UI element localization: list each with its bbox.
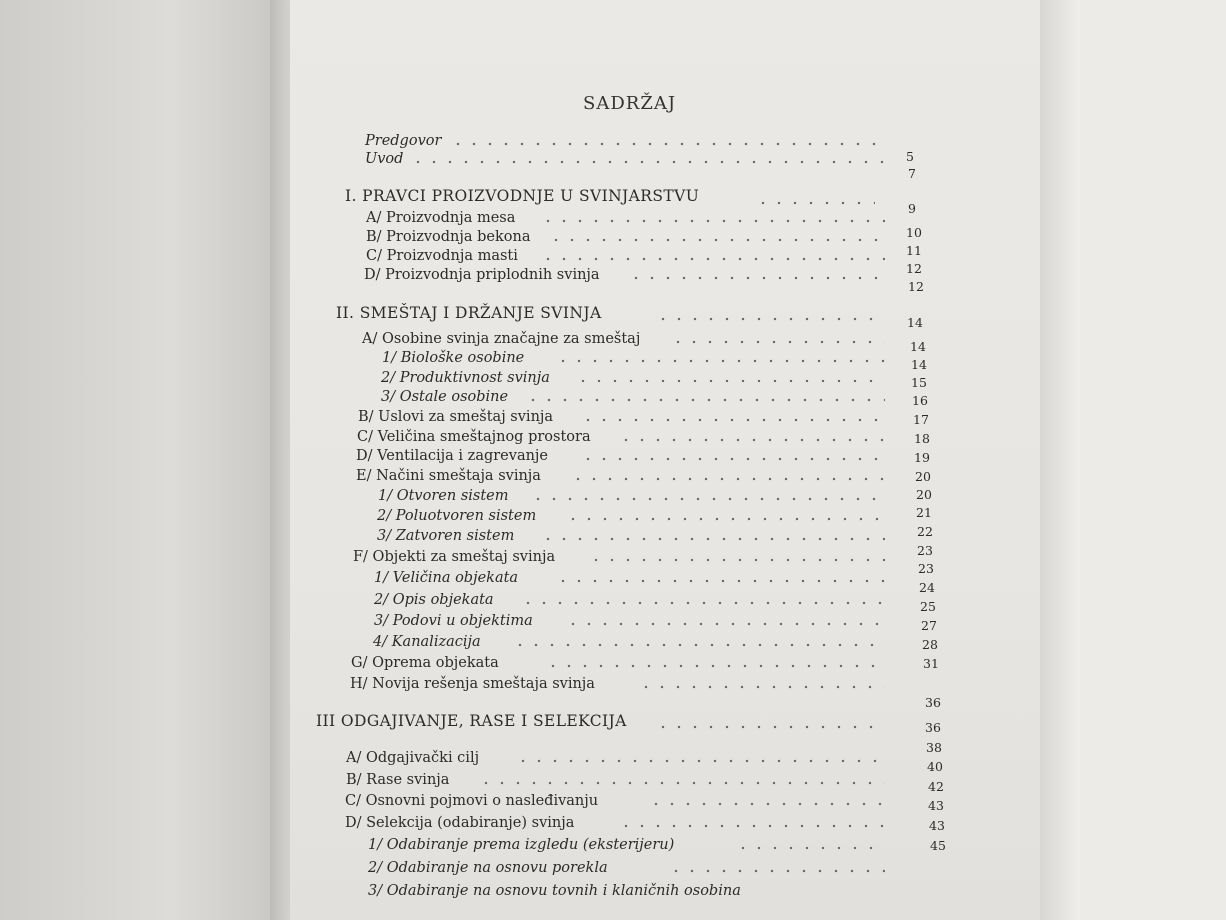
- toc-entry-label: D/ Ventilacija i zagrevanje: [356, 448, 549, 464]
- toc-entry-label: 1/ Odabiranje prema izgledu (eksterijeru): [368, 837, 675, 853]
- leader-dots: [588, 558, 885, 562]
- page-number: 7: [908, 166, 916, 181]
- page-number: 14: [911, 357, 927, 372]
- leader-dots: [525, 398, 885, 402]
- leader-dots: [618, 438, 885, 442]
- leader-dots: [668, 869, 885, 873]
- toc-entry-label: 2/ Opis objekata: [374, 592, 494, 608]
- toc-entry-label: B/ Rase svinja: [346, 772, 450, 788]
- leader-dots: [540, 219, 885, 223]
- page-number: 23: [918, 561, 934, 576]
- background-surface: [1080, 0, 1226, 920]
- leader-dots: [530, 497, 885, 501]
- page-number: 31: [923, 656, 939, 671]
- page-number: 43: [929, 818, 945, 833]
- toc-entry-label: C/ Veličina smeštajnog prostora: [357, 429, 591, 445]
- leader-dots: [648, 802, 885, 806]
- toc-entry-label: H/ Novija rešenja smeštaja svinja: [350, 676, 595, 692]
- page-number: 23: [917, 543, 933, 558]
- leader-dots: [575, 379, 885, 383]
- toc-entry-label: A/ Osobine svinja značajne za smeštaj: [362, 331, 641, 347]
- leader-dots: [540, 537, 885, 541]
- page-number: 28: [922, 637, 938, 652]
- page-number: 12: [906, 261, 922, 276]
- leader-dots: [755, 201, 875, 205]
- toc-entry-label: 1/ Veličina objekata: [374, 570, 519, 586]
- page-number: 27: [921, 618, 937, 633]
- page-number: 45: [930, 838, 946, 853]
- toc-entry-label: 3/ Ostale osobine: [381, 389, 509, 405]
- toc-entry-label: B/ Proizvodnja bekona: [366, 229, 531, 245]
- toc-section-label: III ODGAJIVANJE, RASE I SELEKCIJA: [316, 712, 627, 730]
- page-number: 19: [914, 450, 930, 465]
- leader-dots: [565, 622, 885, 626]
- toc-section-label: I. PRAVCI PROIZVODNJE U SVINJARSTVU: [345, 187, 700, 205]
- leader-dots: [410, 160, 890, 164]
- toc-entry-label: G/ Oprema objekata: [351, 655, 499, 671]
- page-title: SADRŽAJ: [583, 93, 677, 114]
- toc-entry-label: 2/ Produktivnost svinja: [381, 370, 550, 386]
- page-number: 9: [908, 201, 916, 216]
- toc-entry-label: 4/ Kanalizacija: [373, 634, 481, 650]
- page-number: 14: [907, 315, 923, 330]
- toc-entry-label: 2/ Poluotvoren sistem: [377, 508, 537, 524]
- leader-dots: [520, 601, 885, 605]
- toc-entry-label: D/ Proizvodnja priplodnih svinja: [364, 267, 600, 283]
- page-number: 42: [928, 779, 944, 794]
- page-number: 40: [927, 759, 943, 774]
- page-number: 43: [928, 798, 944, 813]
- page-number: 20: [915, 469, 931, 484]
- leader-dots: [545, 664, 885, 668]
- toc-entry-label: C/ Osnovni pojmovi o nasleđivanju: [345, 793, 599, 809]
- leader-dots: [570, 477, 885, 481]
- toc-entry-label: Uvod: [365, 151, 404, 167]
- leader-dots: [638, 685, 885, 689]
- leader-dots: [655, 317, 885, 321]
- leader-dots: [555, 359, 885, 363]
- leader-dots: [618, 824, 885, 828]
- leader-dots: [515, 759, 885, 763]
- toc-entry-label: E/ Načini smeštaja svinja: [356, 468, 541, 484]
- page-number: 21: [916, 505, 932, 520]
- leader-dots: [548, 238, 885, 242]
- toc-entry-label: Predgovor: [365, 133, 442, 149]
- left-page: [0, 0, 285, 920]
- toc-entry-label: 3/ Podovi u objektima: [374, 613, 533, 629]
- page-number: 14: [910, 339, 926, 354]
- toc-entry-label: 3/ Odabiranje na osnovu tovnih i klaničnih osobina: [368, 883, 741, 899]
- page-number: 18: [914, 431, 930, 446]
- toc-entry-label: 3/ Zatvoren sistem: [377, 528, 515, 544]
- leader-dots: [565, 517, 885, 521]
- toc-entry-label: C/ Proizvodnja masti: [366, 248, 518, 264]
- page-number: 17: [913, 412, 929, 427]
- page-number: 12: [908, 279, 924, 294]
- page-number: 36: [925, 695, 941, 710]
- leader-dots: [512, 643, 885, 647]
- leader-dots: [478, 781, 885, 785]
- leader-dots: [735, 846, 885, 850]
- toc-entry-label: B/ Uslovi za smeštaj svinja: [358, 409, 554, 425]
- toc-entry-label: D/ Selekcija (odabiranje) svinja: [345, 815, 575, 831]
- toc-entry-label: 2/ Odabiranje na osnovu porekla: [368, 860, 608, 876]
- toc-entry-label: 1/ Biološke osobine: [382, 350, 525, 366]
- leader-dots: [580, 418, 885, 422]
- toc-entry-label: A/ Proizvodnja mesa: [366, 210, 516, 226]
- page-edge: [1040, 0, 1080, 920]
- leader-dots: [450, 142, 880, 146]
- page-number: 20: [916, 487, 932, 502]
- toc-section-label: II. SMEŠTAJ I DRŽANJE SVINJA: [336, 304, 602, 322]
- leader-dots: [580, 457, 885, 461]
- page-number: 24: [919, 580, 935, 595]
- leader-dots: [555, 579, 885, 583]
- page-number: 38: [926, 740, 942, 755]
- page-number: 16: [912, 393, 928, 408]
- leader-dots: [628, 276, 885, 280]
- page-number: 10: [906, 225, 922, 240]
- page-number: 15: [911, 375, 927, 390]
- page-number: 22: [917, 524, 933, 539]
- toc-entry-label: F/ Objekti za smeštaj svinja: [353, 549, 556, 565]
- page-number: 11: [906, 243, 922, 258]
- leader-dots: [540, 257, 885, 261]
- leader-dots: [655, 725, 885, 729]
- leader-dots: [670, 340, 885, 344]
- toc-entry-label: A/ Odgajivački cilj: [346, 750, 480, 766]
- toc-entry-label: 1/ Otvoren sistem: [378, 488, 509, 504]
- page-number: 5: [906, 149, 914, 164]
- page-number: 25: [920, 599, 936, 614]
- page-number: 36: [925, 720, 941, 735]
